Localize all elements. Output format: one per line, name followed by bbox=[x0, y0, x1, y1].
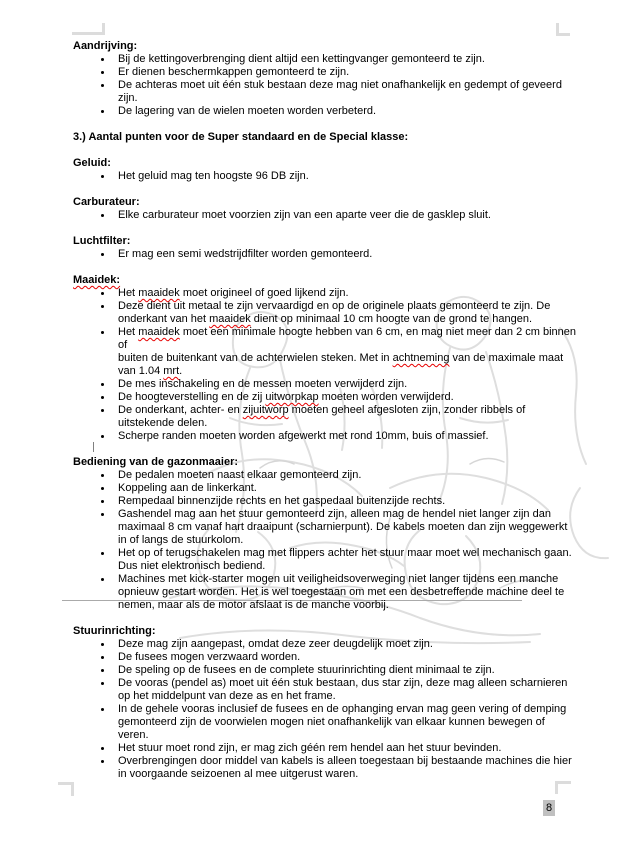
bullet-icon bbox=[101, 513, 104, 516]
document-body bbox=[73, 40, 577, 781]
bullet-text: De vooras (pendel as) moet uit één stuk bestaan, dus star zijn, deze mag alleen scharnieren op het middelpunt van deze as en het frame. bbox=[118, 677, 568, 702]
bullet-text: De mes inschakeling en de messen moeten verwijderd zijn. bbox=[118, 378, 408, 390]
bullet-list bbox=[73, 209, 573, 222]
bullet-text: Gashendel mag aan het stuur gemonteerd zijn, alleen mag de hendel niet langer zijn dan maximaal 8 cm vanaf hart draaipunt (scharnierpunt). De kabels moeten dan zijn weggewerkt in of langs de stuurkolom. bbox=[118, 508, 568, 546]
bullet-text: De pedalen moeten naast elkaar gemonteerd zijn. bbox=[118, 469, 362, 481]
bullet-item bbox=[73, 469, 573, 482]
bullet-text: Overbrengingen door middel van kabels is alleen toegestaan bij bestaande machines die hier in voorgaande seizoenen al mee uitgerust waren. bbox=[118, 755, 572, 780]
bullet-text: De lagering van de wielen moeten worden verbeterd. bbox=[118, 105, 377, 117]
bullet-icon bbox=[101, 84, 104, 87]
section-heading: Luchtfilter: bbox=[73, 235, 131, 247]
section-heading: Carburateur: bbox=[73, 196, 140, 208]
bullet-icon bbox=[101, 435, 104, 438]
bullet-icon bbox=[101, 552, 104, 555]
bullet-icon bbox=[101, 292, 104, 295]
bullet-text: Elke carburateur moet voorzien zijn van een aparte veer die de gasklep sluit. bbox=[118, 209, 491, 221]
bullet-text: Deze mag zijn aangepast, omdat deze zeer deugdelijk moet zijn. bbox=[118, 638, 433, 650]
bullet-text: De fusees mogen verzwaard worden. bbox=[118, 651, 301, 663]
page-number: 8 bbox=[543, 800, 555, 816]
bullet-icon bbox=[101, 409, 104, 412]
bullet-text: Rempedaal binnenzijde rechts en het gaspedaal buitenzijde rechts. bbox=[118, 495, 446, 507]
bullet-text: Er dienen beschermkappen gemonteerd te zijn. bbox=[118, 66, 350, 78]
bullet-text: Er mag een semi wedstrijdfilter worden gemonteerd. bbox=[118, 248, 373, 260]
bullet-icon bbox=[101, 643, 104, 646]
bullet-icon bbox=[101, 682, 104, 685]
bullet-icon bbox=[101, 747, 104, 750]
bullet-list bbox=[73, 638, 573, 781]
bullet-item bbox=[73, 482, 573, 495]
bullet-text: Bij de kettingoverbrenging dient altijd een kettingvanger gemonteerd te zijn. bbox=[118, 53, 485, 65]
bullet-text: Het stuur moet rond zijn, er mag zich géén rem hendel aan het stuur bevinden. bbox=[118, 742, 502, 754]
bullet-list bbox=[73, 53, 573, 118]
bullet-item bbox=[73, 677, 573, 703]
bullet-item bbox=[73, 53, 573, 66]
bullet-item bbox=[73, 300, 573, 326]
bullet-text: Het maaidek moet origineel of goed lijkend zijn. bbox=[118, 287, 349, 299]
bullet-icon bbox=[101, 305, 104, 308]
bullet-icon bbox=[101, 383, 104, 386]
section-heading: Maaidek: bbox=[73, 274, 121, 286]
bullet-text: Scherpe randen moeten worden afgewerkt met rond 10mm, buis of massief. bbox=[118, 430, 489, 442]
bullet-item bbox=[73, 430, 573, 443]
bullet-text: Deze dient uit metaal te zijn vervaardigd en op de originele plaats gemonteerd te zijn. De onderkant van het maaidek dient op minimaal 10 cm hoogte van de grond te hangen. bbox=[118, 300, 551, 325]
section-heading: Geluid: bbox=[73, 157, 111, 169]
bullet-item bbox=[73, 170, 573, 183]
bullet-text: In de gehele vooras inclusief de fusees en de ophanging ervan mag geen vering of demping gemonteerd zijn de voorwielen mogen niet onafhankelijk van elkaar kunnen bewegen of veren. bbox=[118, 703, 567, 741]
bullet-text: De onderkant, achter- en zijuitworp moeten geheel afgesloten zijn, zonder ribbels of uitstekende delen. bbox=[118, 404, 526, 429]
bullet-item bbox=[73, 651, 573, 664]
bullet-text: Het geluid mag ten hoogste 96 DB zijn. bbox=[118, 170, 309, 182]
bullet-list bbox=[73, 170, 573, 183]
bullet-icon bbox=[101, 656, 104, 659]
bullet-item bbox=[73, 391, 573, 404]
section-heading: Stuurinrichting: bbox=[73, 625, 156, 637]
bullet-icon bbox=[101, 760, 104, 763]
bullet-item bbox=[73, 287, 573, 300]
bullet-item bbox=[73, 755, 573, 781]
section-heading: Aandrijving: bbox=[73, 40, 138, 52]
bullet-icon bbox=[101, 71, 104, 74]
bullet-list bbox=[73, 469, 573, 612]
bullet-icon bbox=[101, 110, 104, 113]
bullet-item bbox=[73, 66, 573, 79]
bullet-item bbox=[73, 404, 573, 430]
bullet-list bbox=[73, 248, 573, 261]
section-heading: 3.) Aantal punten voor de Super standaard en de Special klasse: bbox=[73, 131, 409, 143]
bullet-icon bbox=[101, 331, 104, 334]
bullet-item bbox=[73, 495, 573, 508]
bullet-icon bbox=[101, 396, 104, 399]
bullet-list bbox=[73, 287, 577, 443]
bullet-icon bbox=[101, 175, 104, 178]
bullet-item bbox=[73, 573, 573, 612]
bullet-icon bbox=[101, 474, 104, 477]
bullet-icon bbox=[101, 487, 104, 490]
section-heading: Bediening van de gazonmaaier: bbox=[73, 456, 239, 468]
bullet-item bbox=[73, 703, 573, 742]
bullet-text: De speling op de fusees en de complete stuurinrichting dient minimaal te zijn. bbox=[118, 664, 495, 676]
bullet-item bbox=[73, 248, 573, 261]
bullet-item bbox=[73, 105, 573, 118]
bullet-item bbox=[73, 79, 573, 105]
bullet-text: Koppeling aan de linkerkant. bbox=[118, 482, 257, 494]
bullet-item bbox=[73, 638, 573, 651]
bullet-icon bbox=[101, 669, 104, 672]
bullet-item bbox=[73, 378, 573, 391]
bullet-text: De hoogteverstelling en de zij uitworpkap moeten worden verwijderd. bbox=[118, 391, 454, 403]
bullet-icon bbox=[101, 253, 104, 256]
bullet-icon bbox=[101, 578, 104, 581]
bullet-item bbox=[73, 508, 573, 547]
bullet-icon bbox=[101, 58, 104, 61]
bullet-item bbox=[73, 664, 573, 677]
bullet-icon bbox=[101, 708, 104, 711]
bullet-icon bbox=[101, 214, 104, 217]
bullet-item bbox=[73, 547, 573, 573]
bullet-icon bbox=[101, 500, 104, 503]
bullet-text: Het op of terugschakelen mag met flippers achter het stuur maar moet wel mechanisch gaan. Dus niet elektronisch bediend. bbox=[118, 547, 572, 572]
bullet-text: De achteras moet uit één stuk bestaan deze mag niet onafhankelijk en gedempt of geveerd zijn. bbox=[118, 79, 562, 104]
bullet-text: Machines met kick-starter mogen uit veiligheidsoverweging niet langer tijdens een manche opnieuw gestart worden. Het is wel toegestaan om met een desbetreffende machine deel te nemen, maar als de motor afslaat is de manche voorbij. bbox=[118, 573, 565, 611]
bullet-text: Het maaidek moet een minimale hoogte hebben van 6 cm, en mag niet meer dan 2 cm binnen of buiten de buitenkant van de achterwielen steken. Met in achtneming van de maximale maat van 1.04 mrt. bbox=[118, 326, 577, 377]
bullet-item bbox=[73, 742, 573, 755]
bullet-item bbox=[73, 326, 577, 378]
bullet-item bbox=[73, 209, 573, 222]
